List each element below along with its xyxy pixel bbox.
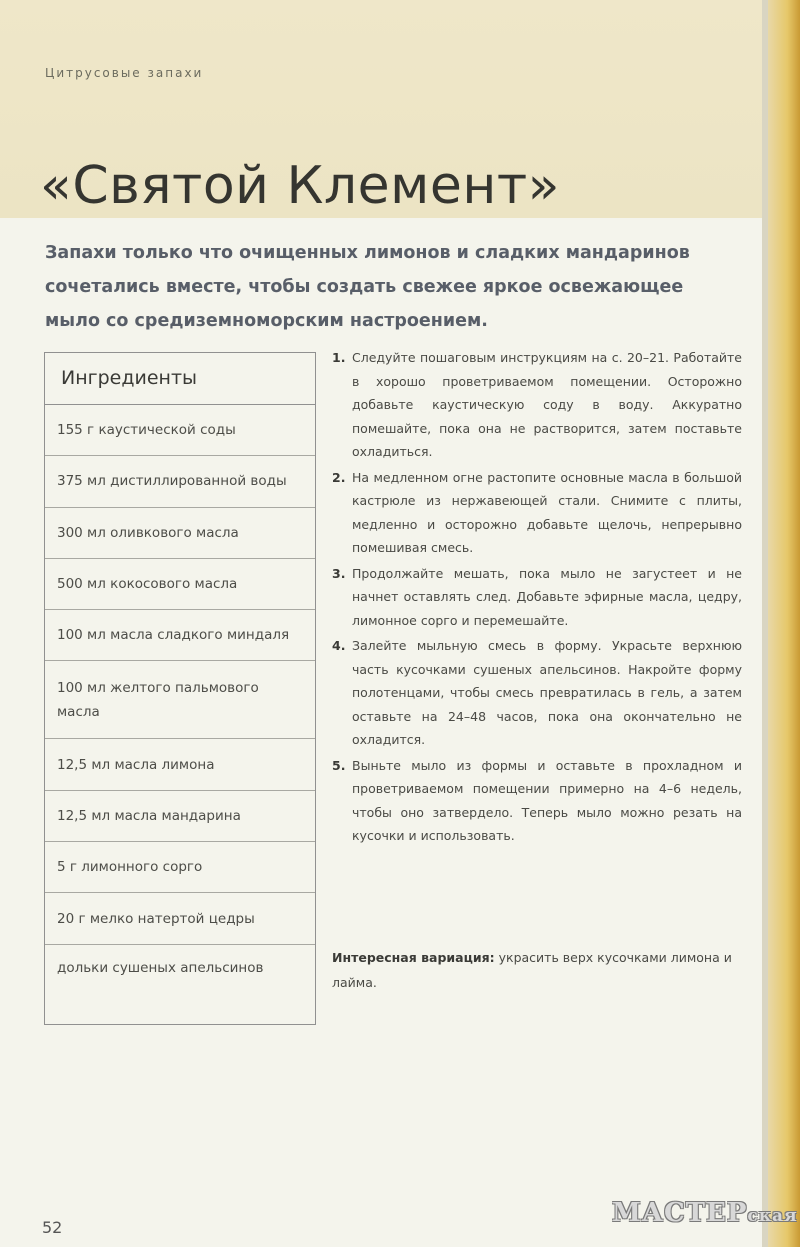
ingredient-row: 12,5 мл масла лимона [45,739,315,790]
intro-paragraph: Запахи только что очищенных лимонов и сладких мандаринов сочетались вместе, чтобы создать свежее яркое освежающее мыло со средиземноморским настроением. [45,243,690,331]
ingredient-row: 300 мл оливкового масла [45,508,315,559]
step-text: На медленном огне растопите основные масла в большой кастрюле из нержавеющей стали. Снимите с плиты, медленно и осторожно добавьте щелочь, непрерывно помешивая смесь. [352,469,742,555]
step-number: 3. [332,565,346,581]
ingredient-row: 100 мл желтого пальмового масла [45,661,315,739]
page-title: «Святой Клемент» [40,156,560,216]
step-number: 1. [332,350,346,365]
instruction-step [332,562,742,633]
watermark-logo [612,1198,798,1228]
step-number: 4. [332,638,346,653]
instruction-step [332,346,742,464]
page-number: 52 [42,1218,63,1237]
ingredient-row: 375 мл дистиллированной воды [45,456,315,507]
ingredients-table [44,352,316,1025]
watermark-main: МАСТЕР [612,1198,748,1228]
instruction-step [332,634,742,752]
variation-text: украсить верх кусочками лимона и лайма. [332,950,732,990]
instructions-list [332,346,742,850]
ingredients-heading: Ингредиенты [45,353,315,405]
step-text: Продолжайте мешать, пока мыло не загустеет и не начнет оставлять след. Добавьте эфирные масла, цедру, лимонное сорго и перемешайте. [352,565,742,628]
section-label: Цитрусовые запахи [45,66,204,80]
step-number: 5. [332,757,346,773]
ingredient-row: 5 г лимонного сорго [45,842,315,893]
ingredient-row: 155 г каустической соды [45,405,315,456]
ingredient-row: 100 мл масла сладкого миндаля [45,610,315,661]
variation-label: Интересная вариация: [332,950,495,965]
watermark-suffix: ская [747,1206,798,1226]
variation-note [332,945,742,995]
ingredient-row: 20 г мелко натертой цедры [45,893,315,944]
ingredient-row: дольки сушеных апельсинов [57,959,264,976]
instruction-step [332,466,742,560]
step-text: Залейте мыльную смесь в форму. Украсьте верхнюю часть кусочками сушеных апельсинов. Накройте форму полотенцами, чтобы смесь превратилась в гель, а затем оставьте на 24–48 часов, пока она окончательно не охладится. [352,638,742,747]
facing-page-edge [768,0,800,1247]
ingredient-row: 500 мл кокосового масла [45,559,315,610]
step-number: 2. [332,469,346,485]
step-text: Выньте мыло из формы и оставьте в прохладном и проветриваемом помещении примерно на 4–6 недель, чтобы оно затвердело. Теперь мыло можно резать на кусочки и использовать. [352,757,742,843]
instruction-step [332,754,742,848]
step-text: Следуйте пошаговым инструкциям на с. 20–21. Работайте в хорошо проветриваемом помещении. Осторожно добавьте каустическую соду в воду. Аккуратно помешайте, пока она не растворится, затем поставьте охладиться. [352,350,742,459]
ingredient-row: 12,5 мл масла мандарина [45,791,315,842]
